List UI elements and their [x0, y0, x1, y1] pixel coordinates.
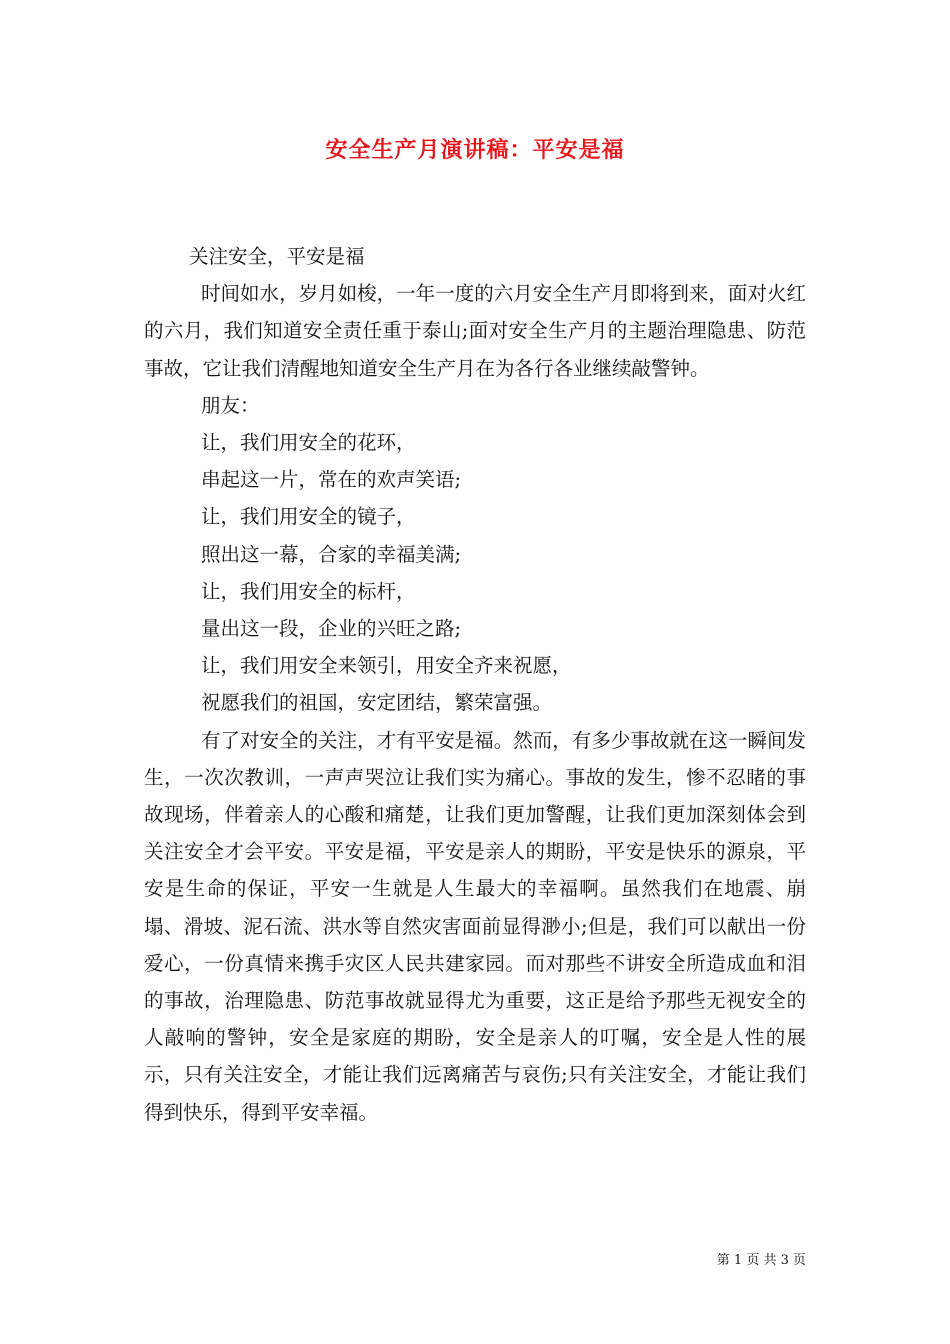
verse-line: 串起这一片，常在的欢声笑语; [201, 468, 462, 492]
verse-line: 祝愿我们的祖国，安定团结，繁荣富强。 [201, 691, 553, 715]
verse-line: 让，我们用安全来领引，用安全齐来祝愿， [201, 654, 572, 678]
main-paragraph: 有了对安全的关注，才有平安是福。然而，有多少事故就在这一瞬间发生，一次次教训，一声声哭泣让我们实为痛心。事故的发生，惨不忍睹的事故现场，伴着亲人的心酸和痛楚，让我们更加警醒，让我们更加深刻体会到关注安全才会平安。平安是福，平安是亲人的期盼，平安是快乐的源泉，平安是生命的保证，平安一生就是人生最大的幸福啊。虽然我们在地震、崩塌、滑坡、泥石流、洪水等自然灾害面前显得渺小;但是，我们可以献出一份爱心，一份真情来携手灾区人民共建家园。而对那些不讲安全所造成血和泪的事故，治理隐患、防范事故就显得尤为重要，这正是给予那些无视安全的人敲响的警钟，安全是家庭的期盼，安全是亲人的叮嘱，安全是人性的展示，只有关注安全，才能让我们远离痛苦与哀伤;只有关注安全，才能让我们得到快乐，得到平安幸福。 [144, 728, 806, 1124]
document-title: 安全生产月演讲稿：平安是福 [325, 137, 625, 163]
verse-line: 量出这一段，企业的兴旺之路; [201, 617, 462, 641]
verse-line: 照出这一幕，合家的幸福美满; [201, 542, 462, 566]
greeting-line: 朋友： [201, 393, 260, 417]
document-body [144, 238, 806, 1131]
page-number: 第 1 页 共 3 页 [716, 1253, 806, 1268]
verse-line: 让，我们用安全的标杆， [201, 579, 416, 603]
verse-line: 让，我们用安全的花环， [201, 431, 416, 455]
subtitle-line: 关注安全，平安是福 [189, 245, 365, 268]
verse-line: 让，我们用安全的镜子， [201, 505, 416, 529]
intro-paragraph: 时间如水，岁月如梭，一年一度的六月安全生产月即将到来，面对火红的六月，我们知道安全责任重于泰山;面对安全生产月的主题治理隐患、防范事故，它让我们清醒地知道安全生产月在为各行各业继续敲警钟。 [144, 282, 806, 380]
